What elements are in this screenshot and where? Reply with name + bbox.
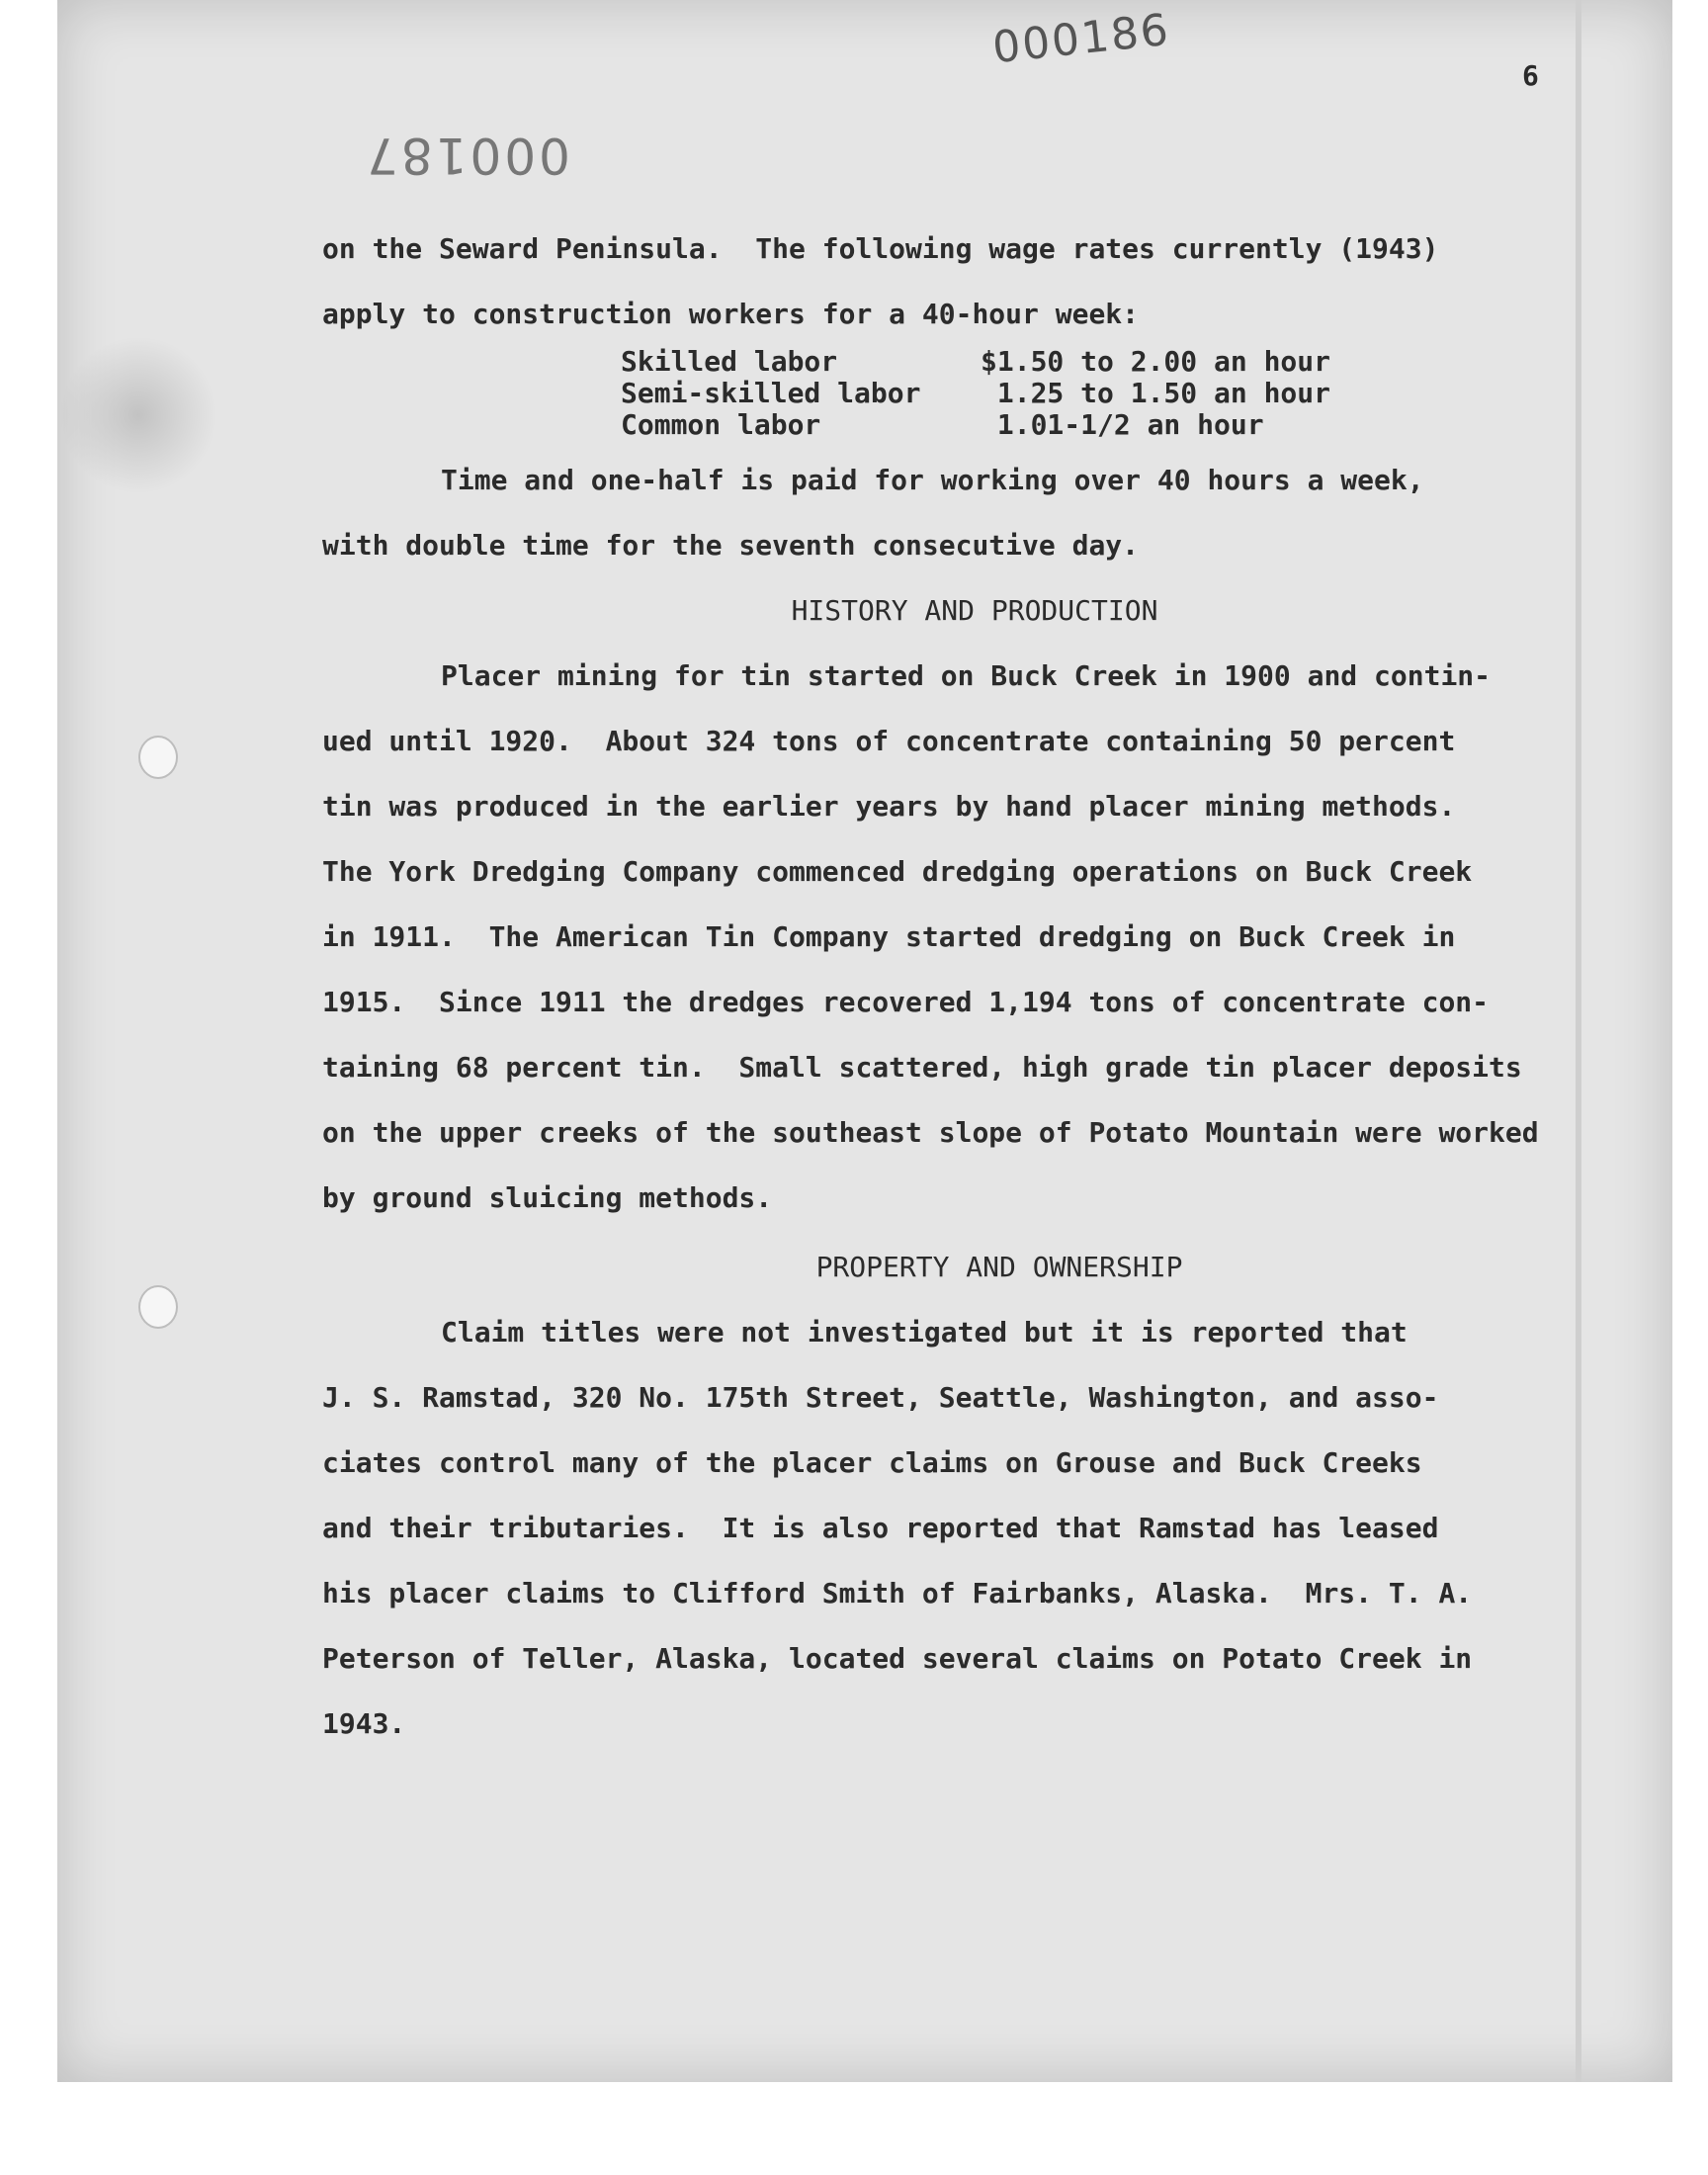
wage-rate: $1.50 to 2.00 an hour xyxy=(981,345,1331,378)
wage-category: Skilled labor xyxy=(621,345,838,378)
body-line: apply to construction workers for a 40-hour week: xyxy=(322,298,1140,330)
ink-smudge xyxy=(59,336,217,494)
wage-row xyxy=(621,378,1330,409)
body-line: ciates control many of the placer claims on Grouse and Buck Creeks xyxy=(322,1446,1422,1479)
body-line: in 1911. The American Tin Company started dredging on Buck Creek in xyxy=(322,920,1456,953)
wage-row xyxy=(621,346,1330,378)
body-line: and their tributaries. It is also reported that Ramstad has leased xyxy=(322,1512,1439,1544)
body-line: The York Dredging Company commenced dredging operations on Buck Creek xyxy=(322,855,1473,888)
document-stamp-left: 000187 xyxy=(364,127,570,184)
body-line: with double time for the seventh consecutive day. xyxy=(322,529,1140,562)
wage-rate: 1.01-1/2 an hour xyxy=(981,408,1264,441)
body-line: Claim titles were not investigated but it is reported that xyxy=(441,1316,1408,1348)
wage-row xyxy=(621,409,1330,441)
punch-hole-lower xyxy=(138,1285,178,1329)
wage-rate-table xyxy=(621,346,1330,441)
body-line: on the upper creeks of the southeast slope of Potato Mountain were worked xyxy=(322,1116,1539,1149)
page-edge-shadow xyxy=(1576,0,1581,2082)
document-body xyxy=(322,229,1548,1770)
wage-category: Semi-skilled labor xyxy=(621,377,921,409)
body-line: 1943. xyxy=(322,1707,406,1740)
section-heading-history: HISTORY AND PRODUCTION xyxy=(791,594,1158,627)
body-line: taining 68 percent tin. Small scattered, high grade tin placer deposits xyxy=(322,1051,1522,1084)
body-line: Peterson of Teller, Alaska, located several claims on Potato Creek in xyxy=(322,1642,1473,1675)
page-number: 6 xyxy=(1522,59,1539,92)
body-line: by ground sluicing methods. xyxy=(322,1181,773,1214)
body-line: his placer claims to Clifford Smith of Fairbanks, Alaska. Mrs. T. A. xyxy=(322,1577,1473,1610)
wage-rate: 1.25 to 1.50 an hour xyxy=(981,377,1331,409)
body-line: ued until 1920. About 324 tons of concentrate containing 50 percent xyxy=(322,725,1456,757)
body-line: 1915. Since 1911 the dredges recovered 1,194 tons of concentrate con- xyxy=(322,986,1490,1018)
section-heading-property: PROPERTY AND OWNERSHIP xyxy=(815,1251,1183,1283)
body-line: Time and one-half is paid for working over 40 hours a week, xyxy=(441,464,1424,496)
body-line: Placer mining for tin started on Buck Creek in 1900 and contin- xyxy=(441,659,1492,692)
body-line: J. S. Ramstad, 320 No. 175th Street, Seattle, Washington, and asso- xyxy=(322,1381,1439,1414)
document-stamp-top: 000186 xyxy=(989,4,1173,74)
wage-category: Common labor xyxy=(621,408,821,441)
body-line: on the Seward Peninsula. The following wage rates currently (1943) xyxy=(322,232,1439,265)
punch-hole-upper xyxy=(138,736,178,779)
body-line: tin was produced in the earlier years by hand placer mining methods. xyxy=(322,790,1456,823)
